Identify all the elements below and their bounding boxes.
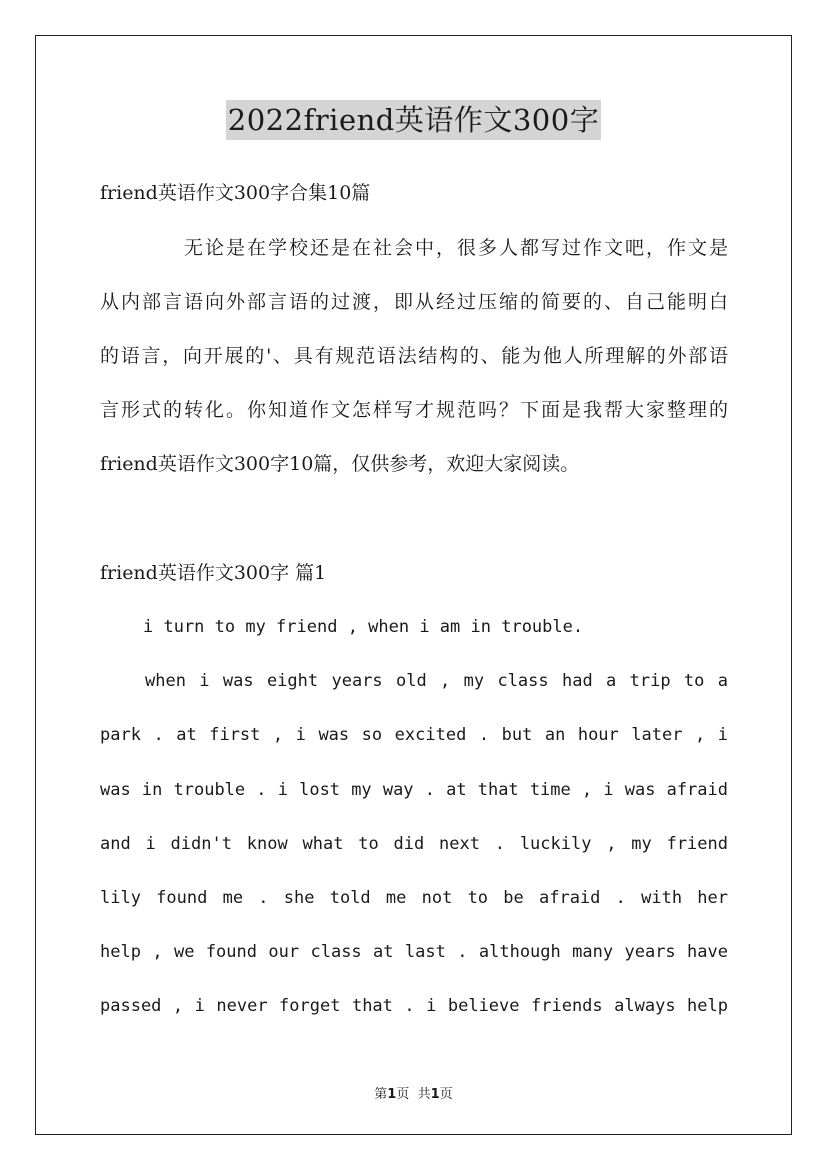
document-subtitle: friend英语作文300字合集10篇 [100,182,371,204]
total-pages: 1 [430,1087,440,1102]
page-number: 1 [387,1087,397,1102]
intro-line: 言形式的转化。你知道作文怎样写才规范吗？下面是我帮大家整理的 [100,399,728,421]
intro-line: 无论是在学校还是在社会中，很多人都写过作文吧，作文是 [184,237,728,259]
essay-line: and i didn't know what to did next . luckily , my friend [100,834,728,854]
intro-line: 的语言，向开展的'、具有规范语法结构的、能为他人所理解的外部语 [100,345,728,367]
essay-line: i turn to my friend , when i am in trouble. [143,617,584,637]
page-footer [0,1083,827,1102]
page-label-suffix: 页 [396,1087,410,1102]
essay-line: when i was eight years old , my class had a trip to a [145,671,728,691]
total-label-suffix: 页 [439,1087,453,1102]
intro-line: 从内部言语向外部言语的过渡，即从经过压缩的简要的、自己能明白 [100,291,728,313]
section-heading: friend英语作文300字 篇1 [100,562,327,584]
total-label-prefix: 共 [417,1087,431,1102]
essay-line: park . at first , i was so excited . but an hour later , i [100,725,728,745]
intro-line: friend英语作文300字10篇，仅供参考，欢迎大家阅读。 [100,453,580,475]
essay-line: lily found me . she told me not to be afraid . with her [100,888,728,908]
essay-line: help , we found our class at last . although many years have [100,942,728,962]
title-container [0,100,827,140]
essay-line: passed , i never forget that . i believe friends always help [100,996,728,1016]
page-label-prefix: 第 [374,1087,388,1102]
document-title: 2022friend英语作文300字 [226,100,601,140]
essay-line: was in trouble . i lost my way . at that time , i was afraid [100,780,728,800]
